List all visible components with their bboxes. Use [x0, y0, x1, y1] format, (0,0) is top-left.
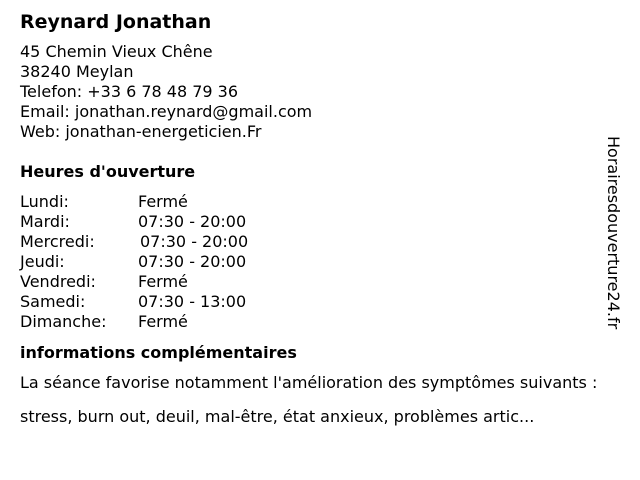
business-card [20, 10, 600, 427]
hours-value: Fermé [138, 192, 188, 211]
additional-info-paragraph: La séance favorise notamment l'amélioration des symptômes suivants : [20, 373, 598, 392]
address-city: 38240 Meylan [20, 62, 134, 81]
hours-value: 07:30 - 20:00 [138, 252, 247, 271]
hours-value: 07:30 - 20:00 [138, 212, 247, 231]
hours-row-saturday [20, 292, 600, 312]
day-label: Dimanche: [20, 312, 107, 331]
phone-text: Telefon: +33 6 78 48 79 36 [20, 82, 239, 101]
day-label: Samedi: [20, 292, 86, 311]
opening-hours-table [20, 192, 600, 332]
web-text: Web: jonathan-energeticien.Fr [20, 122, 262, 141]
hours-value: Fermé [138, 312, 188, 331]
hours-row-tuesday [20, 212, 600, 232]
opening-hours-title: Heures d'ouverture [20, 162, 196, 181]
day-label: Lundi: [20, 192, 69, 211]
hours-row-sunday [20, 312, 600, 332]
day-label: Mercredi: [20, 232, 95, 251]
hours-value: 07:30 - 20:00 [140, 232, 249, 251]
site-watermark: Horairesdouverture24.fr [604, 136, 623, 330]
additional-info-title: informations complémentaires [20, 343, 297, 362]
email-text: Email: jonathan.reynard@gmail.com [20, 102, 313, 121]
hours-value: Fermé [138, 272, 188, 291]
hours-row-friday [20, 272, 600, 292]
business-name: Reynard Jonathan [20, 11, 212, 33]
hours-row-monday [20, 192, 600, 212]
hours-row-thursday [20, 252, 600, 272]
hours-row-wednesday [20, 232, 600, 252]
address-street: 45 Chemin Vieux Chêne [20, 42, 213, 61]
day-label: Jeudi: [20, 252, 65, 271]
day-label: Vendredi: [20, 272, 96, 291]
day-label: Mardi: [20, 212, 70, 231]
hours-value: 07:30 - 13:00 [138, 292, 247, 311]
additional-info-symptoms: stress, burn out, deuil, mal-être, état anxieux, problèmes artic... [20, 407, 535, 426]
